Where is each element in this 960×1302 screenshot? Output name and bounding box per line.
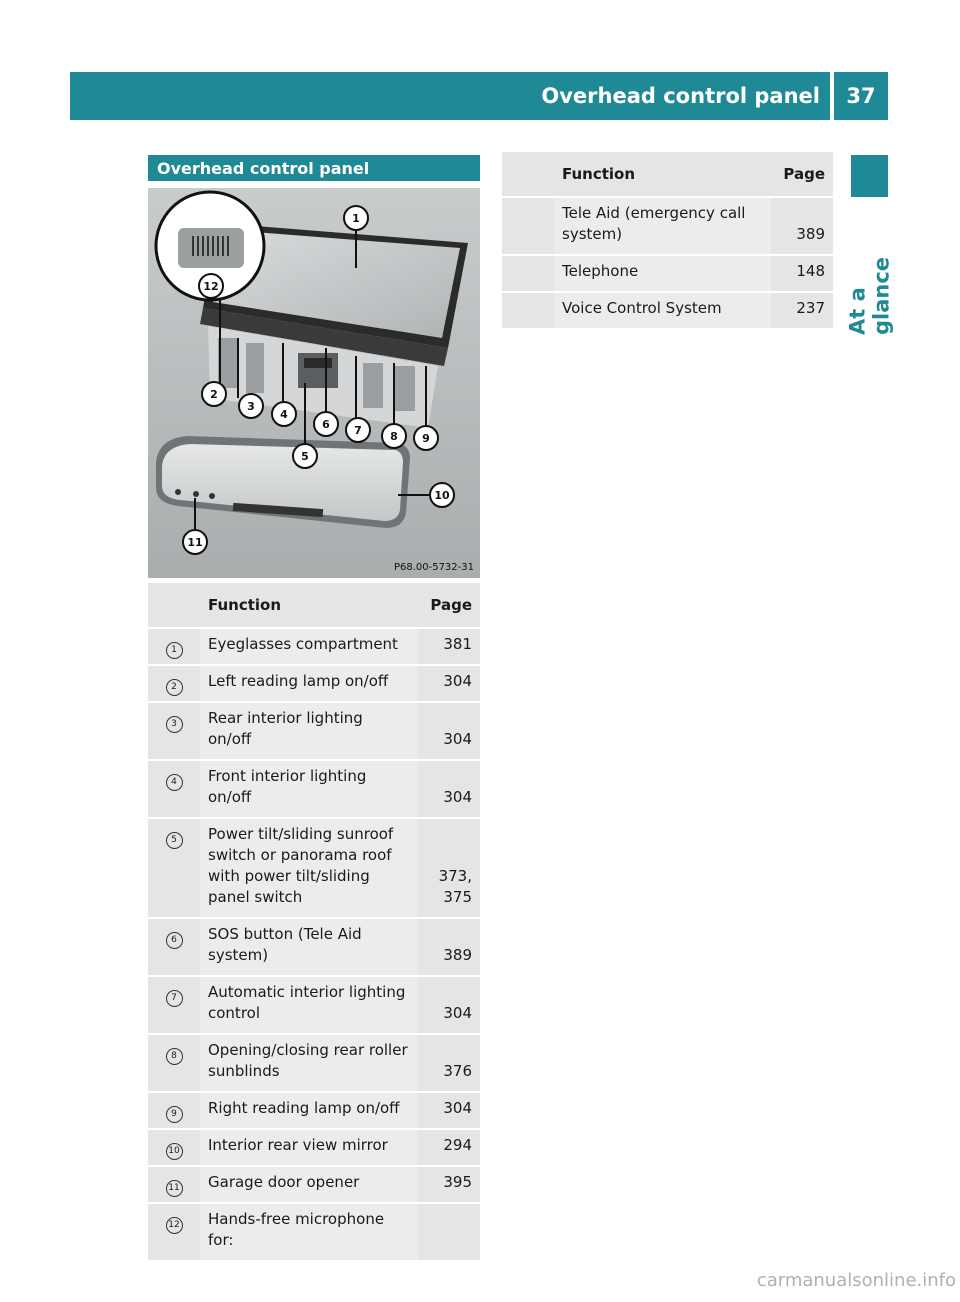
header-function: Function bbox=[554, 152, 771, 196]
row-number: 3 bbox=[148, 701, 200, 759]
row-page: 395 bbox=[418, 1165, 480, 1202]
table-row bbox=[148, 917, 480, 975]
table-header-row bbox=[502, 152, 833, 196]
row-number bbox=[502, 291, 554, 328]
row-number bbox=[502, 196, 554, 254]
row-function: Hands-free microphone for: bbox=[200, 1202, 418, 1260]
header-num bbox=[148, 583, 200, 627]
callout-5: 5 bbox=[301, 450, 309, 463]
table-row bbox=[148, 1202, 480, 1260]
callout-10: 10 bbox=[434, 489, 450, 502]
row-page: 294 bbox=[418, 1128, 480, 1165]
header-page: Page bbox=[771, 152, 833, 196]
table-row bbox=[148, 1165, 480, 1202]
callout-2: 2 bbox=[210, 388, 218, 401]
callout-11: 11 bbox=[187, 536, 203, 549]
callout-7: 7 bbox=[354, 424, 362, 437]
header-page: Page bbox=[418, 583, 480, 627]
row-number bbox=[502, 254, 554, 291]
row-function: Garage door opener bbox=[200, 1165, 418, 1202]
row-function: Voice Control System bbox=[554, 291, 771, 328]
row-number: 7 bbox=[148, 975, 200, 1033]
callout-9: 9 bbox=[422, 432, 430, 445]
row-function: Telephone bbox=[554, 254, 771, 291]
table-row bbox=[502, 196, 833, 254]
row-page: 148 bbox=[771, 254, 833, 291]
row-page: 237 bbox=[771, 291, 833, 328]
row-page: 304 bbox=[418, 701, 480, 759]
row-page: 304 bbox=[418, 975, 480, 1033]
side-tab-marker bbox=[851, 155, 888, 197]
figure-code: P68.00-5732-31 bbox=[393, 562, 474, 573]
row-page: 376 bbox=[418, 1033, 480, 1091]
callout-1: 1 bbox=[352, 212, 360, 225]
table-row bbox=[148, 664, 480, 701]
header-function: Function bbox=[200, 583, 418, 627]
table-row bbox=[502, 254, 833, 291]
row-function: Automatic interior lighting control bbox=[200, 975, 418, 1033]
table-header-row bbox=[148, 583, 480, 627]
row-function: Power tilt/sliding sunroof switch or panorama roof with power tilt/sliding panel switch bbox=[200, 817, 418, 917]
table-row bbox=[148, 1128, 480, 1165]
overhead-panel-figure bbox=[148, 188, 480, 578]
row-page: 304 bbox=[418, 664, 480, 701]
row-number: 2 bbox=[148, 664, 200, 701]
table-row bbox=[148, 975, 480, 1033]
row-function: Eyeglasses compartment bbox=[200, 627, 418, 664]
page-header-title: Overhead control panel bbox=[541, 84, 820, 108]
row-page: 389 bbox=[418, 917, 480, 975]
function-table-right bbox=[502, 152, 833, 328]
row-number: 1 bbox=[148, 627, 200, 664]
table-row bbox=[148, 817, 480, 917]
row-page: 304 bbox=[418, 1091, 480, 1128]
row-function: Tele Aid (emergency call system) bbox=[554, 196, 771, 254]
row-page: 381 bbox=[418, 627, 480, 664]
table-row bbox=[148, 701, 480, 759]
side-tab-label: At a glance bbox=[845, 256, 894, 335]
row-number: 9 bbox=[148, 1091, 200, 1128]
row-number: 8 bbox=[148, 1033, 200, 1091]
row-function: Right reading lamp on/off bbox=[200, 1091, 418, 1128]
row-function: Rear interior lighting on/off bbox=[200, 701, 418, 759]
callout-6: 6 bbox=[322, 418, 330, 431]
row-number: 6 bbox=[148, 917, 200, 975]
function-table-left bbox=[148, 583, 480, 1260]
page-number: 37 bbox=[846, 84, 876, 108]
row-function: Left reading lamp on/off bbox=[200, 664, 418, 701]
row-number: 10 bbox=[148, 1128, 200, 1165]
row-page: 373, 375 bbox=[418, 817, 480, 917]
row-page: 304 bbox=[418, 759, 480, 817]
row-number: 12 bbox=[148, 1202, 200, 1260]
callout-8: 8 bbox=[390, 430, 398, 443]
section-title: Overhead control panel bbox=[148, 155, 480, 181]
row-function: Opening/closing rear roller sunblinds bbox=[200, 1033, 418, 1091]
overhead-panel-illustration bbox=[148, 188, 480, 578]
watermark: carmanualsonline.info bbox=[756, 1270, 956, 1291]
table-row bbox=[148, 627, 480, 664]
row-number: 11 bbox=[148, 1165, 200, 1202]
table-row bbox=[148, 1033, 480, 1091]
row-page bbox=[418, 1202, 480, 1260]
row-function: SOS button (Tele Aid system) bbox=[200, 917, 418, 975]
row-number: 5 bbox=[148, 817, 200, 917]
row-function: Front interior lighting on/off bbox=[200, 759, 418, 817]
callout-3: 3 bbox=[247, 400, 255, 413]
callout-4: 4 bbox=[280, 408, 288, 421]
table-row bbox=[502, 291, 833, 328]
row-page: 389 bbox=[771, 196, 833, 254]
table-row bbox=[148, 1091, 480, 1128]
row-function: Interior rear view mirror bbox=[200, 1128, 418, 1165]
header-num bbox=[502, 152, 554, 196]
row-number: 4 bbox=[148, 759, 200, 817]
callout-12: 12 bbox=[203, 280, 219, 293]
table-row bbox=[148, 759, 480, 817]
